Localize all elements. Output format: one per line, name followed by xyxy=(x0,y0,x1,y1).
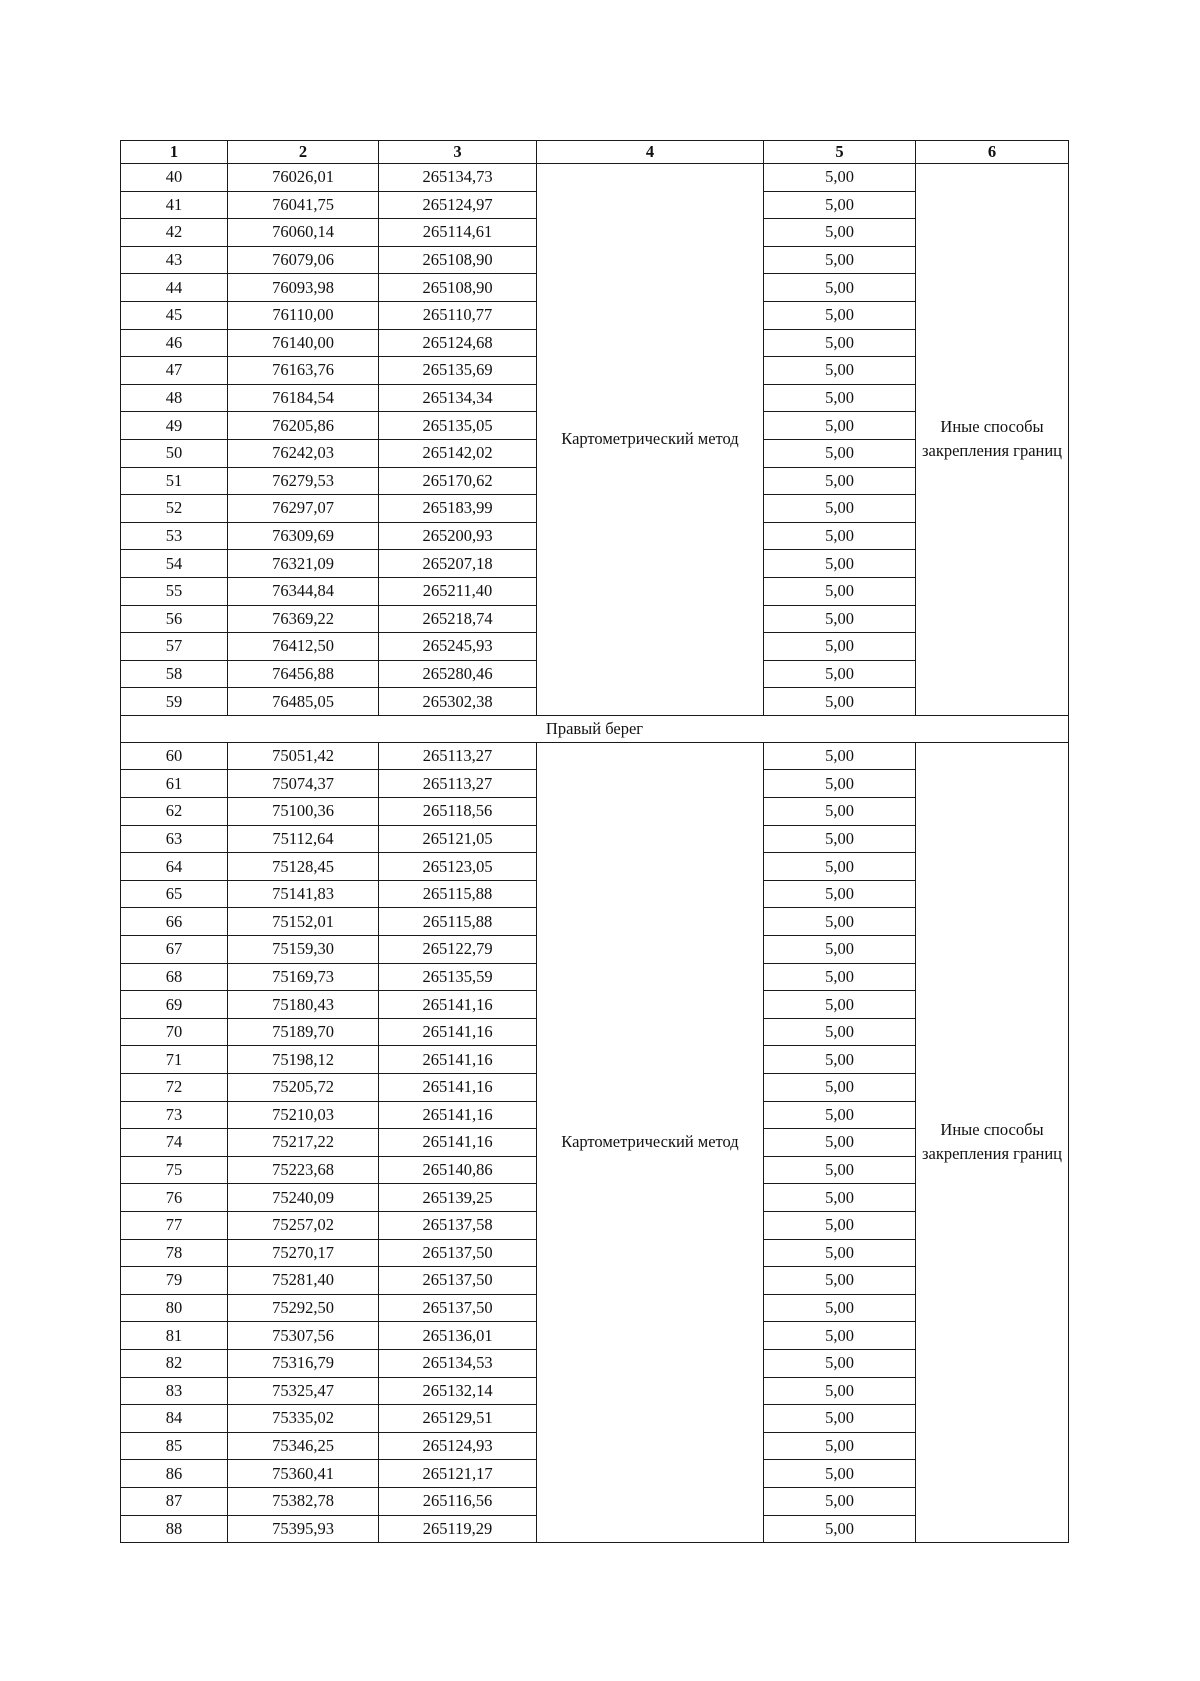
accuracy-cell: 5,00 xyxy=(764,908,916,936)
accuracy-cell: 5,00 xyxy=(764,1377,916,1405)
table-row xyxy=(121,742,1069,770)
point-number-cell: 85 xyxy=(121,1432,228,1460)
y-coordinate-cell: 265141,16 xyxy=(379,991,537,1019)
y-coordinate-cell: 265280,46 xyxy=(379,660,537,688)
x-coordinate-cell: 75307,56 xyxy=(228,1322,379,1350)
column-header: 1 xyxy=(121,141,228,164)
accuracy-cell: 5,00 xyxy=(764,495,916,523)
point-number-cell: 81 xyxy=(121,1322,228,1350)
x-coordinate-cell: 76279,53 xyxy=(228,467,379,495)
x-coordinate-cell: 75051,42 xyxy=(228,742,379,770)
y-coordinate-cell: 265124,93 xyxy=(379,1432,537,1460)
y-coordinate-cell: 265136,01 xyxy=(379,1322,537,1350)
y-coordinate-cell: 265140,86 xyxy=(379,1156,537,1184)
x-coordinate-cell: 75325,47 xyxy=(228,1377,379,1405)
accuracy-cell: 5,00 xyxy=(764,1432,916,1460)
x-coordinate-cell: 75152,01 xyxy=(228,908,379,936)
method-cell: Картометрический метод xyxy=(537,164,764,716)
x-coordinate-cell: 76344,84 xyxy=(228,577,379,605)
accuracy-cell: 5,00 xyxy=(764,246,916,274)
x-coordinate-cell: 75346,25 xyxy=(228,1432,379,1460)
y-coordinate-cell: 265115,88 xyxy=(379,908,537,936)
accuracy-cell: 5,00 xyxy=(764,605,916,633)
accuracy-cell: 5,00 xyxy=(764,633,916,661)
point-number-cell: 45 xyxy=(121,301,228,329)
x-coordinate-cell: 75180,43 xyxy=(228,991,379,1019)
point-number-cell: 66 xyxy=(121,908,228,936)
x-coordinate-cell: 76041,75 xyxy=(228,191,379,219)
point-number-cell: 55 xyxy=(121,577,228,605)
x-coordinate-cell: 76140,00 xyxy=(228,329,379,357)
y-coordinate-cell: 265123,05 xyxy=(379,853,537,881)
y-coordinate-cell: 265211,40 xyxy=(379,577,537,605)
x-coordinate-cell: 75189,70 xyxy=(228,1018,379,1046)
accuracy-cell: 5,00 xyxy=(764,963,916,991)
y-coordinate-cell: 265118,56 xyxy=(379,798,537,826)
accuracy-cell: 5,00 xyxy=(764,798,916,826)
y-coordinate-cell: 265108,90 xyxy=(379,246,537,274)
x-coordinate-cell: 75100,36 xyxy=(228,798,379,826)
point-number-cell: 59 xyxy=(121,688,228,716)
x-coordinate-cell: 75159,30 xyxy=(228,936,379,964)
point-number-cell: 60 xyxy=(121,742,228,770)
y-coordinate-cell: 265245,93 xyxy=(379,633,537,661)
y-coordinate-cell: 265137,50 xyxy=(379,1267,537,1295)
accuracy-cell: 5,00 xyxy=(764,1018,916,1046)
y-coordinate-cell: 265135,05 xyxy=(379,412,537,440)
point-number-cell: 77 xyxy=(121,1211,228,1239)
accuracy-cell: 5,00 xyxy=(764,660,916,688)
accuracy-cell: 5,00 xyxy=(764,853,916,881)
point-number-cell: 84 xyxy=(121,1405,228,1433)
y-coordinate-cell: 265114,61 xyxy=(379,219,537,247)
accuracy-cell: 5,00 xyxy=(764,1322,916,1350)
y-coordinate-cell: 265139,25 xyxy=(379,1184,537,1212)
y-coordinate-cell: 265141,16 xyxy=(379,1129,537,1157)
point-number-cell: 76 xyxy=(121,1184,228,1212)
y-coordinate-cell: 265141,16 xyxy=(379,1074,537,1102)
accuracy-cell: 5,00 xyxy=(764,742,916,770)
y-coordinate-cell: 265141,16 xyxy=(379,1018,537,1046)
y-coordinate-cell: 265115,88 xyxy=(379,880,537,908)
accuracy-cell: 5,00 xyxy=(764,522,916,550)
x-coordinate-cell: 76093,98 xyxy=(228,274,379,302)
accuracy-cell: 5,00 xyxy=(764,1156,916,1184)
accuracy-cell: 5,00 xyxy=(764,880,916,908)
point-number-cell: 54 xyxy=(121,550,228,578)
x-coordinate-cell: 75210,03 xyxy=(228,1101,379,1129)
accuracy-cell: 5,00 xyxy=(764,1349,916,1377)
point-number-cell: 72 xyxy=(121,1074,228,1102)
accuracy-cell: 5,00 xyxy=(764,329,916,357)
y-coordinate-cell: 265113,27 xyxy=(379,770,537,798)
y-coordinate-cell: 265134,53 xyxy=(379,1349,537,1377)
x-coordinate-cell: 76242,03 xyxy=(228,439,379,467)
x-coordinate-cell: 75128,45 xyxy=(228,853,379,881)
point-number-cell: 63 xyxy=(121,825,228,853)
x-coordinate-cell: 76485,05 xyxy=(228,688,379,716)
point-number-cell: 51 xyxy=(121,467,228,495)
y-coordinate-cell: 265302,38 xyxy=(379,688,537,716)
accuracy-cell: 5,00 xyxy=(764,1184,916,1212)
y-coordinate-cell: 265200,93 xyxy=(379,522,537,550)
point-number-cell: 65 xyxy=(121,880,228,908)
y-coordinate-cell: 265124,68 xyxy=(379,329,537,357)
y-coordinate-cell: 265113,27 xyxy=(379,742,537,770)
point-number-cell: 56 xyxy=(121,605,228,633)
accuracy-cell: 5,00 xyxy=(764,412,916,440)
x-coordinate-cell: 75169,73 xyxy=(228,963,379,991)
column-header: 6 xyxy=(916,141,1069,164)
y-coordinate-cell: 265135,59 xyxy=(379,963,537,991)
accuracy-cell: 5,00 xyxy=(764,1460,916,1488)
y-coordinate-cell: 265183,99 xyxy=(379,495,537,523)
x-coordinate-cell: 76456,88 xyxy=(228,660,379,688)
accuracy-cell: 5,00 xyxy=(764,1405,916,1433)
column-header: 2 xyxy=(228,141,379,164)
y-coordinate-cell: 265207,18 xyxy=(379,550,537,578)
x-coordinate-cell: 75281,40 xyxy=(228,1267,379,1295)
y-coordinate-cell: 265129,51 xyxy=(379,1405,537,1433)
accuracy-cell: 5,00 xyxy=(764,825,916,853)
accuracy-cell: 5,00 xyxy=(764,1267,916,1295)
point-number-cell: 67 xyxy=(121,936,228,964)
accuracy-cell: 5,00 xyxy=(764,1239,916,1267)
x-coordinate-cell: 76309,69 xyxy=(228,522,379,550)
point-number-cell: 80 xyxy=(121,1294,228,1322)
x-coordinate-cell: 75316,79 xyxy=(228,1349,379,1377)
x-coordinate-cell: 76060,14 xyxy=(228,219,379,247)
point-number-cell: 53 xyxy=(121,522,228,550)
column-header: 5 xyxy=(764,141,916,164)
point-number-cell: 50 xyxy=(121,439,228,467)
point-number-cell: 61 xyxy=(121,770,228,798)
y-coordinate-cell: 265141,16 xyxy=(379,1101,537,1129)
x-coordinate-cell: 75292,50 xyxy=(228,1294,379,1322)
table-body xyxy=(121,164,1069,1543)
x-coordinate-cell: 75240,09 xyxy=(228,1184,379,1212)
x-coordinate-cell: 75205,72 xyxy=(228,1074,379,1102)
x-coordinate-cell: 75257,02 xyxy=(228,1211,379,1239)
accuracy-cell: 5,00 xyxy=(764,219,916,247)
column-header: 3 xyxy=(379,141,537,164)
method-cell: Картометрический метод xyxy=(537,742,764,1542)
x-coordinate-cell: 76297,07 xyxy=(228,495,379,523)
point-number-cell: 71 xyxy=(121,1046,228,1074)
x-coordinate-cell: 75395,93 xyxy=(228,1515,379,1543)
accuracy-cell: 5,00 xyxy=(764,439,916,467)
point-number-cell: 86 xyxy=(121,1460,228,1488)
y-coordinate-cell: 265119,29 xyxy=(379,1515,537,1543)
accuracy-cell: 5,00 xyxy=(764,301,916,329)
accuracy-cell: 5,00 xyxy=(764,1487,916,1515)
y-coordinate-cell: 265137,58 xyxy=(379,1211,537,1239)
accuracy-cell: 5,00 xyxy=(764,991,916,1019)
x-coordinate-cell: 75074,37 xyxy=(228,770,379,798)
point-number-cell: 88 xyxy=(121,1515,228,1543)
accuracy-cell: 5,00 xyxy=(764,1294,916,1322)
y-coordinate-cell: 265134,73 xyxy=(379,164,537,192)
table-row xyxy=(121,164,1069,192)
accuracy-cell: 5,00 xyxy=(764,191,916,219)
accuracy-cell: 5,00 xyxy=(764,467,916,495)
point-number-cell: 75 xyxy=(121,1156,228,1184)
point-number-cell: 40 xyxy=(121,164,228,192)
section-title: Правый берег xyxy=(121,715,1069,742)
x-coordinate-cell: 76412,50 xyxy=(228,633,379,661)
y-coordinate-cell: 265124,97 xyxy=(379,191,537,219)
point-number-cell: 64 xyxy=(121,853,228,881)
accuracy-cell: 5,00 xyxy=(764,1046,916,1074)
x-coordinate-cell: 76026,01 xyxy=(228,164,379,192)
x-coordinate-cell: 76321,09 xyxy=(228,550,379,578)
y-coordinate-cell: 265110,77 xyxy=(379,301,537,329)
y-coordinate-cell: 265137,50 xyxy=(379,1294,537,1322)
accuracy-cell: 5,00 xyxy=(764,274,916,302)
point-number-cell: 48 xyxy=(121,384,228,412)
point-number-cell: 44 xyxy=(121,274,228,302)
accuracy-cell: 5,00 xyxy=(764,164,916,192)
point-number-cell: 82 xyxy=(121,1349,228,1377)
x-coordinate-cell: 75382,78 xyxy=(228,1487,379,1515)
y-coordinate-cell: 265121,05 xyxy=(379,825,537,853)
point-number-cell: 58 xyxy=(121,660,228,688)
accuracy-cell: 5,00 xyxy=(764,770,916,798)
point-number-cell: 57 xyxy=(121,633,228,661)
x-coordinate-cell: 76163,76 xyxy=(228,357,379,385)
y-coordinate-cell: 265170,62 xyxy=(379,467,537,495)
y-coordinate-cell: 265135,69 xyxy=(379,357,537,385)
point-number-cell: 83 xyxy=(121,1377,228,1405)
point-number-cell: 87 xyxy=(121,1487,228,1515)
x-coordinate-cell: 75217,22 xyxy=(228,1129,379,1157)
x-coordinate-cell: 76369,22 xyxy=(228,605,379,633)
point-number-cell: 62 xyxy=(121,798,228,826)
y-coordinate-cell: 265141,16 xyxy=(379,1046,537,1074)
y-coordinate-cell: 265122,79 xyxy=(379,936,537,964)
accuracy-cell: 5,00 xyxy=(764,936,916,964)
point-number-cell: 47 xyxy=(121,357,228,385)
accuracy-cell: 5,00 xyxy=(764,1129,916,1157)
point-number-cell: 70 xyxy=(121,1018,228,1046)
y-coordinate-cell: 265116,56 xyxy=(379,1487,537,1515)
point-number-cell: 78 xyxy=(121,1239,228,1267)
x-coordinate-cell: 75112,64 xyxy=(228,825,379,853)
fixing-method-cell: Иные способы закрепления границ xyxy=(916,164,1069,716)
point-number-cell: 69 xyxy=(121,991,228,1019)
x-coordinate-cell: 76184,54 xyxy=(228,384,379,412)
point-number-cell: 46 xyxy=(121,329,228,357)
x-coordinate-cell: 75360,41 xyxy=(228,1460,379,1488)
accuracy-cell: 5,00 xyxy=(764,1074,916,1102)
y-coordinate-cell: 265121,17 xyxy=(379,1460,537,1488)
accuracy-cell: 5,00 xyxy=(764,357,916,385)
coordinates-table xyxy=(120,140,1069,1543)
accuracy-cell: 5,00 xyxy=(764,384,916,412)
accuracy-cell: 5,00 xyxy=(764,1101,916,1129)
x-coordinate-cell: 76110,00 xyxy=(228,301,379,329)
accuracy-cell: 5,00 xyxy=(764,577,916,605)
point-number-cell: 74 xyxy=(121,1129,228,1157)
x-coordinate-cell: 75335,02 xyxy=(228,1405,379,1433)
x-coordinate-cell: 75223,68 xyxy=(228,1156,379,1184)
point-number-cell: 49 xyxy=(121,412,228,440)
accuracy-cell: 5,00 xyxy=(764,550,916,578)
fixing-method-cell: Иные способы закрепления границ xyxy=(916,742,1069,1542)
accuracy-cell: 5,00 xyxy=(764,688,916,716)
point-number-cell: 79 xyxy=(121,1267,228,1295)
y-coordinate-cell: 265142,02 xyxy=(379,439,537,467)
point-number-cell: 43 xyxy=(121,246,228,274)
y-coordinate-cell: 265218,74 xyxy=(379,605,537,633)
point-number-cell: 73 xyxy=(121,1101,228,1129)
x-coordinate-cell: 76205,86 xyxy=(228,412,379,440)
point-number-cell: 42 xyxy=(121,219,228,247)
point-number-cell: 68 xyxy=(121,963,228,991)
x-coordinate-cell: 75270,17 xyxy=(228,1239,379,1267)
header-row xyxy=(121,141,1069,164)
y-coordinate-cell: 265134,34 xyxy=(379,384,537,412)
x-coordinate-cell: 76079,06 xyxy=(228,246,379,274)
y-coordinate-cell: 265132,14 xyxy=(379,1377,537,1405)
accuracy-cell: 5,00 xyxy=(764,1211,916,1239)
x-coordinate-cell: 75141,83 xyxy=(228,880,379,908)
column-header: 4 xyxy=(537,141,764,164)
y-coordinate-cell: 265137,50 xyxy=(379,1239,537,1267)
x-coordinate-cell: 75198,12 xyxy=(228,1046,379,1074)
section-row xyxy=(121,715,1069,742)
y-coordinate-cell: 265108,90 xyxy=(379,274,537,302)
point-number-cell: 41 xyxy=(121,191,228,219)
accuracy-cell: 5,00 xyxy=(764,1515,916,1543)
point-number-cell: 52 xyxy=(121,495,228,523)
